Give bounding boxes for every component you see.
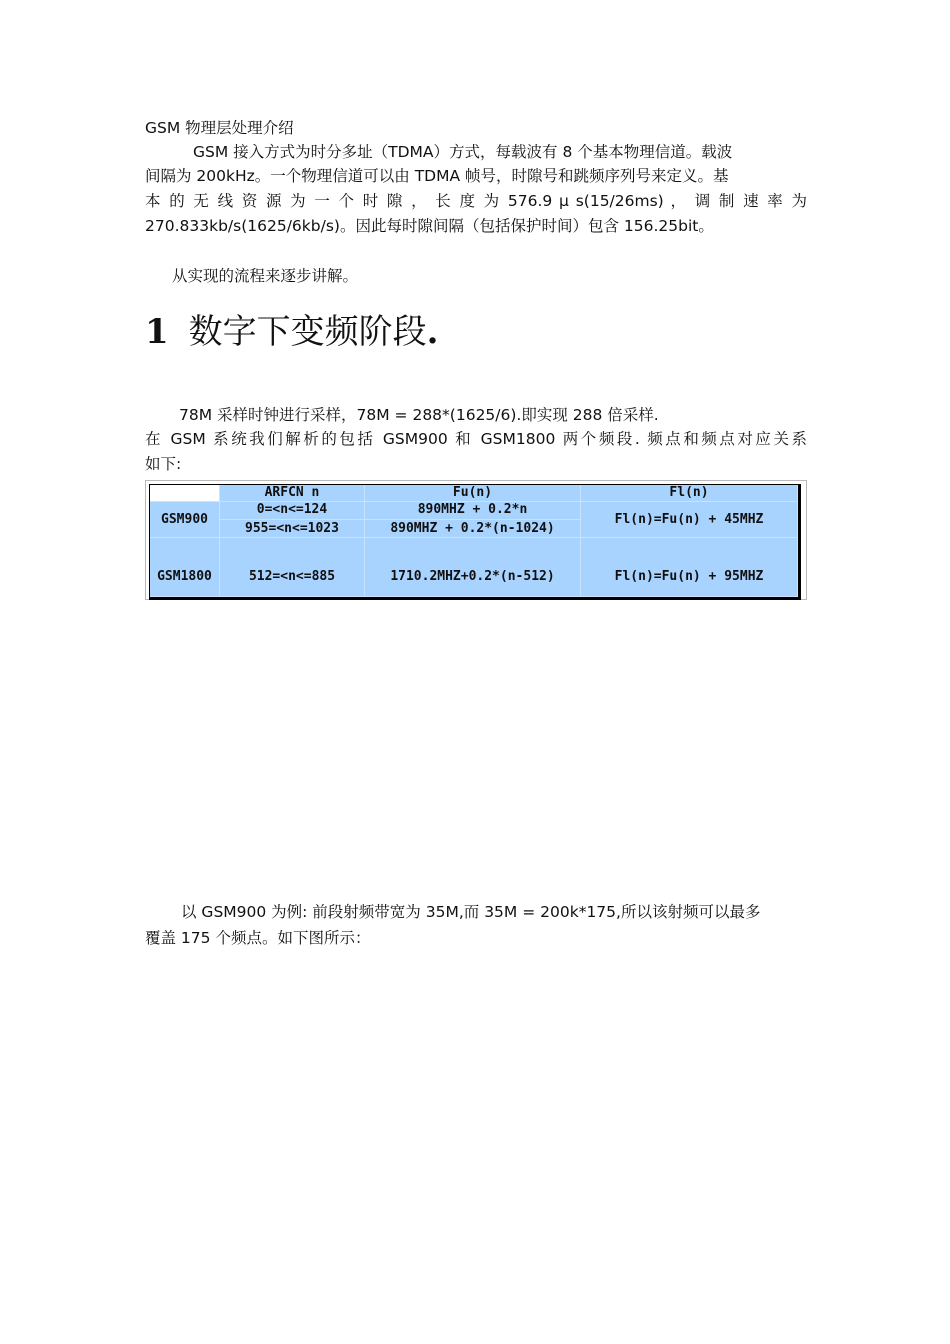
band-gsm1800: GSM1800 bbox=[150, 538, 220, 597]
band-gsm900: GSM900 bbox=[150, 502, 220, 538]
section-title-dot: . bbox=[426, 312, 439, 352]
table-header-fl: Fl(n) bbox=[581, 485, 798, 502]
section-heading bbox=[145, 308, 439, 356]
section-number: 1 bbox=[145, 312, 169, 352]
fu-gsm900 bbox=[365, 502, 581, 538]
example-line: 覆盖 175 个频点。如下图所示： bbox=[145, 929, 371, 947]
doc-title: GSM 物理层处理介绍 bbox=[145, 119, 294, 137]
fu-gsm1800: 1710.2MHZ+0.2*(n-512) bbox=[365, 538, 581, 597]
arfcn-range: 0=<n<=124 bbox=[256, 502, 328, 517]
frequency-table bbox=[149, 484, 801, 600]
arfcn-gsm1800: 512=<n<=885 bbox=[220, 538, 365, 597]
fl-gsm900: Fl(n)=Fu(n) + 45MHZ bbox=[581, 502, 798, 538]
section-title: 数字下变频阶段 bbox=[188, 312, 427, 352]
bands-line: 如下: bbox=[145, 455, 182, 473]
bands-line: 在 GSM 系统我们解析的包括 GSM900 和 GSM1800 两个频段. 频点和频点对应关系 bbox=[145, 430, 807, 448]
fu-formula: 890MHZ + 0.2*(n-1024) bbox=[390, 521, 555, 536]
fl-gsm1800: Fl(n)=Fu(n) + 95MHZ bbox=[581, 538, 798, 597]
fu-formula: 890MHZ + 0.2*n bbox=[417, 502, 528, 517]
intro-line: 间隔为 200kHz。一个物理信道可以由 TDMA 帧号，时隙号和跳频序列号来定义。基 bbox=[145, 167, 729, 185]
intro-line: 本 的 无 线 资 源 为 一 个 时 隙 ， 长 度 为 576.9 μ s(15/26ms) ， 调 制 速 率 为 bbox=[145, 192, 807, 210]
flow-line: 从实现的流程来逐步讲解。 bbox=[172, 267, 359, 285]
intro-line: GSM 接入方式为时分多址（TDMA）方式，每载波有 8 个基本物理信道。载波 bbox=[193, 143, 733, 161]
table-header-arfcn: ARFCN n bbox=[220, 485, 365, 502]
table-header-empty bbox=[150, 485, 220, 502]
intro-line: 270.833kb/s(1625/6kb/s)。因此每时隙间隔（包括保护时间）包含 156.25bit。 bbox=[145, 217, 714, 235]
example-line: 以 GSM900 为例: 前段射频带宽为 35M,而 35M = 200k*175,所以该射频可以最多 bbox=[181, 903, 761, 921]
arfcn-range: 955=<n<=1023 bbox=[245, 521, 339, 536]
sampling-line: 78M 采样时钟进行采样，78M = 288*(1625/6).即实现 288 倍采样. bbox=[179, 406, 659, 424]
table-header-fu: Fu(n) bbox=[365, 485, 581, 502]
arfcn-gsm900 bbox=[220, 502, 365, 538]
